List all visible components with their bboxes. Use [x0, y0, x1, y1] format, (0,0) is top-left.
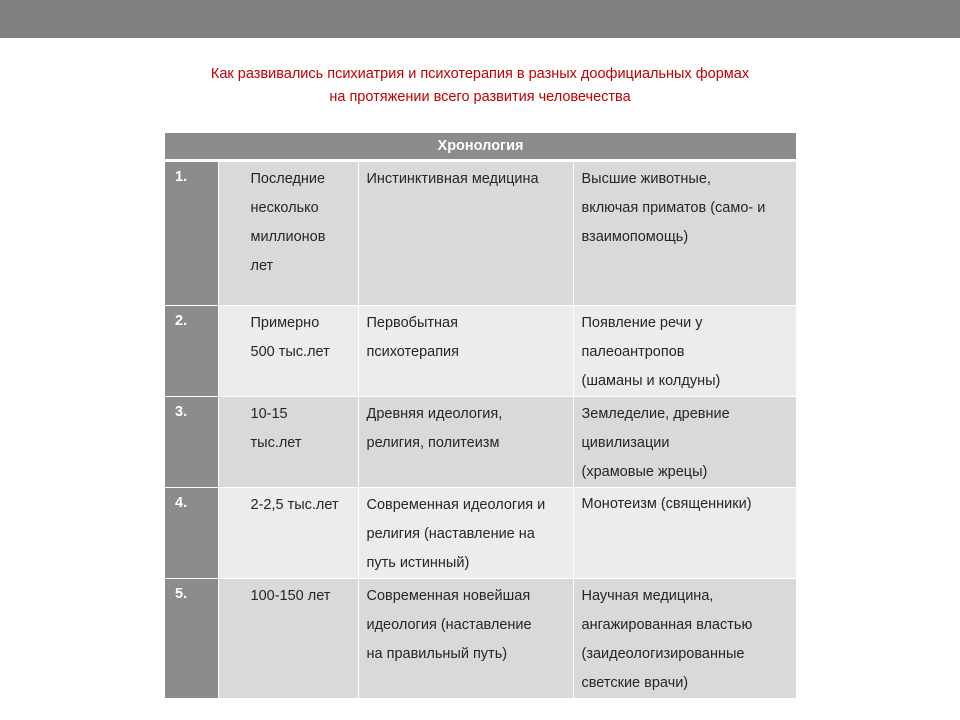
row-number: 1.	[165, 160, 218, 305]
top-bar	[0, 0, 960, 38]
period-cell	[218, 160, 358, 305]
cell-text-line: Инстинктивная медицина	[366, 170, 539, 187]
title-line-1: Как развивались психиатрия и психотерапия в разных доофициальных формах	[210, 66, 750, 82]
row-number: 3.	[165, 396, 218, 487]
cell-text-line: цивилизации	[581, 434, 670, 451]
cell-text-line: Древняя идеология,	[366, 405, 503, 422]
cell-text-line: Последние	[250, 170, 326, 187]
cell-text-line: путь истинный)	[366, 554, 470, 571]
form-cell	[358, 487, 573, 578]
cell-text-line: миллионов	[250, 228, 326, 245]
row-number: 4.	[165, 487, 218, 578]
cell-text-line: Монотеизм (священники)	[581, 495, 752, 512]
cell-text-line: Земледелие, древние	[581, 405, 730, 422]
form-cell	[358, 305, 573, 396]
cell-text-line: лет	[250, 257, 274, 274]
cell-text-line: Современная идеология и	[366, 496, 546, 513]
page-title	[0, 63, 960, 109]
carriers-cell	[573, 396, 796, 487]
table-row	[165, 487, 796, 578]
table-row	[165, 396, 796, 487]
cell-text-line: (заидеологизированные	[581, 645, 745, 662]
period-cell	[218, 487, 358, 578]
cell-text-line: на правильный путь)	[366, 645, 508, 662]
cell-text-line: 500 тыс.лет	[250, 343, 330, 360]
cell-text-line: светские врачи)	[581, 674, 689, 691]
cell-text-line: взаимопомощь)	[581, 228, 689, 245]
cell-text-line: Высшие животные,	[581, 170, 711, 187]
period-cell	[218, 396, 358, 487]
table-header-row	[165, 133, 796, 160]
table-row	[165, 578, 796, 698]
table-row	[165, 305, 796, 396]
period-cell	[218, 305, 358, 396]
period-cell	[218, 578, 358, 698]
cell-text-line: ангажированная властью	[581, 616, 753, 633]
cell-text-line: Научная медицина,	[581, 587, 714, 604]
cell-text-line: психотерапия	[366, 343, 460, 360]
cell-text-line: 2-2,5 тыс.лет	[250, 496, 339, 513]
row-number: 5.	[165, 578, 218, 698]
cell-text-line: тыс.лет	[250, 434, 302, 451]
cell-text-line: Первобытная	[366, 314, 458, 331]
table-header: Хронология	[165, 133, 796, 160]
form-cell	[358, 160, 573, 305]
cell-text-line: Примерно	[250, 314, 320, 331]
cell-text-line: религия (наставление на	[366, 525, 535, 542]
cell-text-line: палеоантропов	[581, 343, 685, 360]
carriers-cell	[573, 160, 796, 305]
cell-text-line: Появление речи у	[581, 314, 703, 331]
cell-text-line: 100-150 лет	[250, 587, 331, 604]
cell-text-line: (шаманы и колдуны)	[581, 372, 721, 389]
cell-text-line: несколько	[250, 199, 319, 216]
chronology-table	[165, 133, 797, 699]
title-line-2: на протяжении всего развития человечества	[329, 89, 631, 105]
cell-text-line: религия, политеизм	[366, 434, 500, 451]
carriers-cell	[573, 487, 796, 578]
carriers-cell	[573, 578, 796, 698]
cell-text-line: Современная новейшая	[366, 587, 531, 604]
cell-text-line: включая приматов (само- и	[581, 199, 766, 216]
cell-text-line: (храмовые жрецы)	[581, 463, 708, 480]
cell-text-line: 10-15	[250, 405, 288, 422]
cell-text-line: идеология (наставление	[366, 616, 532, 633]
table-row	[165, 160, 796, 305]
table-body	[165, 160, 796, 698]
row-number: 2.	[165, 305, 218, 396]
form-cell	[358, 396, 573, 487]
carriers-cell	[573, 305, 796, 396]
form-cell	[358, 578, 573, 698]
